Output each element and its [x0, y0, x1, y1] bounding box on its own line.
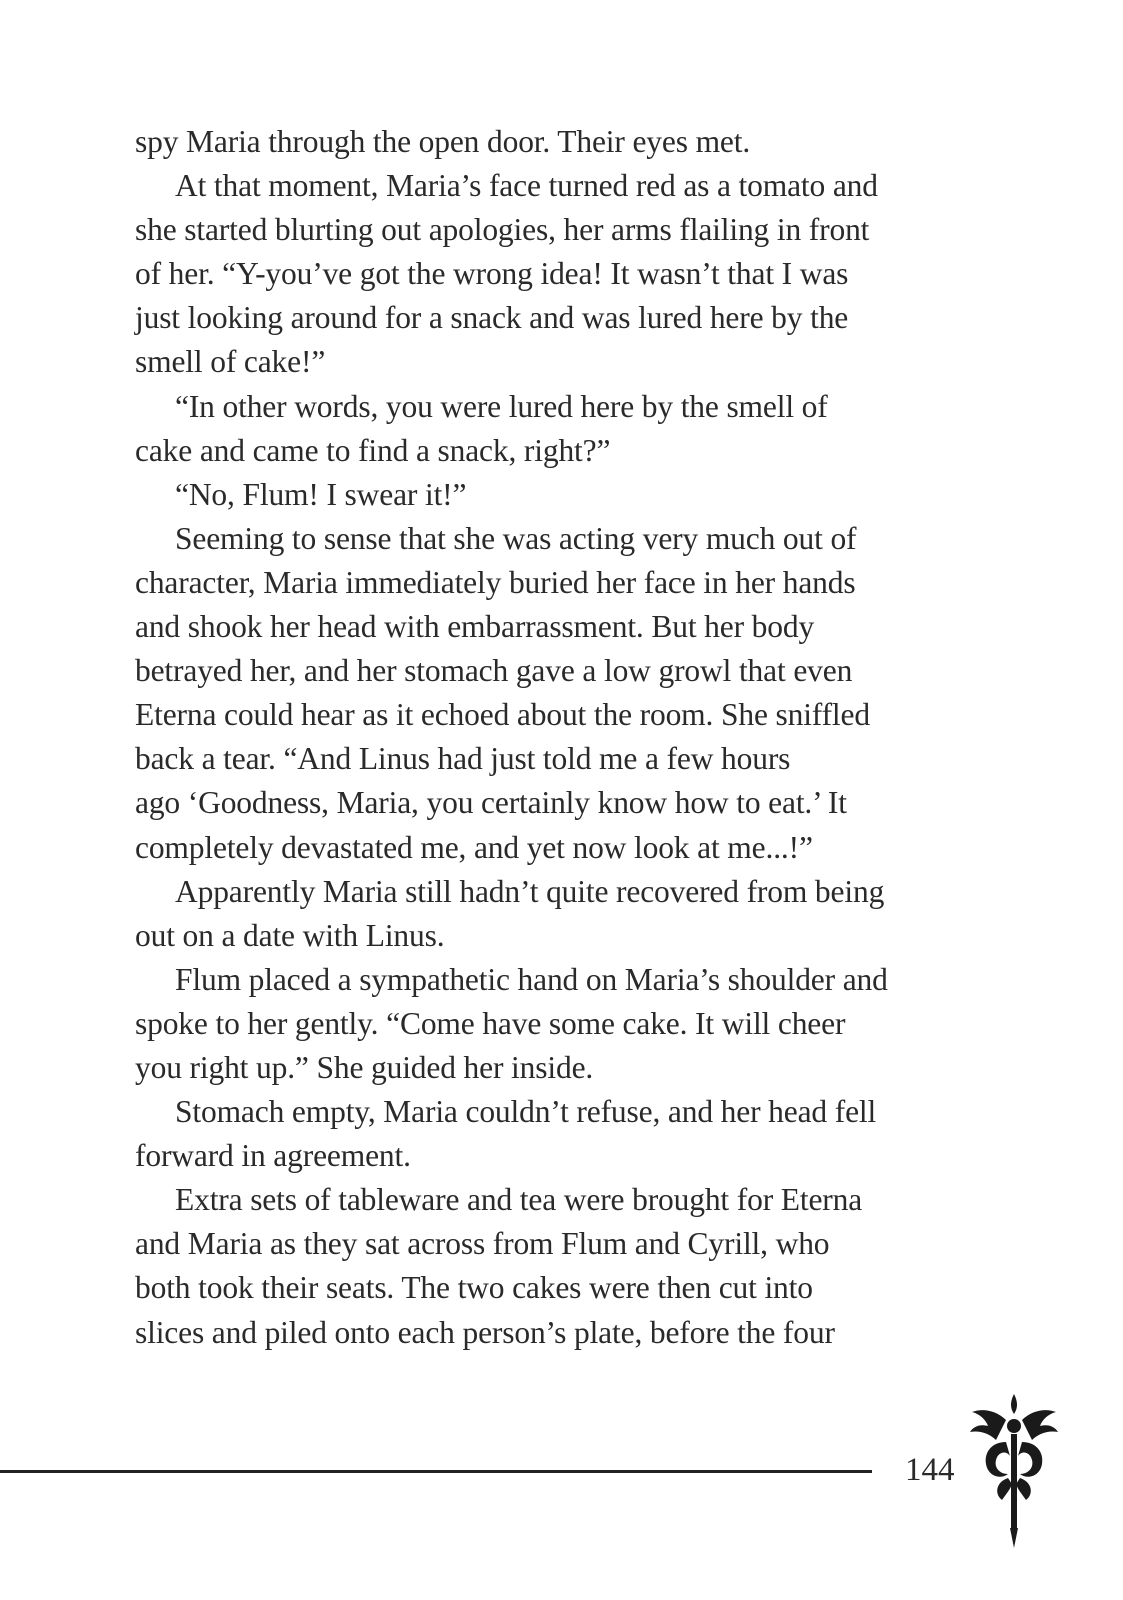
- text-line: slices and piled onto each person’s plate, before the four: [135, 1314, 835, 1350]
- text-line: smell of cake!”: [135, 344, 326, 380]
- text-line: Stomach empty, Maria couldn’t refuse, and her head fell: [175, 1094, 877, 1130]
- text-line: of her. “Y-you’ve got the wrong idea! It wasn’t that I was: [135, 256, 849, 292]
- text-line: cake and came to find a snack, right?”: [135, 432, 611, 468]
- text-line: completely devastated me, and yet now look at me...!”: [135, 829, 813, 865]
- text-line: out on a date with Linus.: [135, 917, 445, 953]
- text-line: and Maria as they sat across from Flum and Cyrill, who: [135, 1226, 830, 1262]
- text-line: she started blurting out apologies, her arms flailing in front: [135, 212, 870, 248]
- text-line: Eterna could hear as it echoed about the room. She sniffled: [135, 697, 870, 733]
- text-line: character, Maria immediately buried her face in her hands: [135, 564, 856, 600]
- body-text: [135, 120, 1005, 1355]
- page-number: 144: [905, 1452, 955, 1488]
- footer-rule: [0, 1470, 872, 1473]
- text-line: back a tear. “And Linus had just told me a few hours: [135, 741, 791, 777]
- text-line: just looking around for a snack and was lured here by the: [135, 300, 849, 336]
- text-line: Extra sets of tableware and tea were brought for Eterna: [175, 1182, 863, 1218]
- text-line: spy Maria through the open door. Their eyes met.: [135, 124, 751, 159]
- text-line: At that moment, Maria’s face turned red as a tomato and: [175, 168, 878, 204]
- text-line: and shook her head with embarrassment. But her body: [135, 609, 815, 645]
- text-line: betrayed her, and her stomach gave a low growl that even: [135, 653, 853, 689]
- text-line: Seeming to sense that she was acting very much out of: [175, 520, 857, 556]
- ornamental-crest-icon: [966, 1390, 1062, 1550]
- text-line: spoke to her gently. “Come have some cake. It will cheer: [135, 1005, 846, 1041]
- text-line: ago ‘Goodness, Maria, you certainly know how to eat.’ It: [135, 785, 847, 821]
- text-line: “In other words, you were lured here by the smell of: [175, 388, 828, 424]
- text-line: “No, Flum! I swear it!”: [175, 476, 467, 512]
- text-line: forward in agreement.: [135, 1138, 411, 1174]
- text-line: Flum placed a sympathetic hand on Maria’s shoulder and: [175, 961, 888, 997]
- text-line: both took their seats. The two cakes were then cut into: [135, 1270, 813, 1306]
- text-line: Apparently Maria still hadn’t quite recovered from being: [175, 873, 885, 909]
- text-line: you right up.” She guided her inside.: [135, 1049, 594, 1085]
